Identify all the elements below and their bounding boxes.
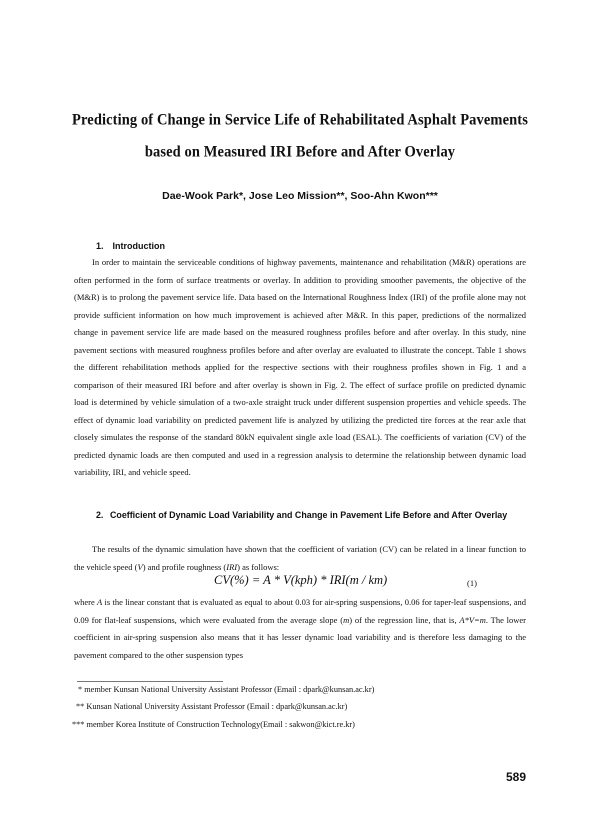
section-1-title: Introduction	[112, 241, 166, 251]
section-2-title: Coefficient of Dynamic Load Variability and Change in Pavement Life Before and After Overlay	[110, 510, 508, 520]
page-number: 589	[506, 770, 527, 784]
symbol-iri: IRI	[226, 561, 238, 572]
footnote-1: * member Kunsan National University Assistant Professor (Email : dpark@kunsan.ac.kr)	[78, 685, 375, 694]
expression-av-m: A*V=m	[459, 614, 486, 625]
paper-title-line-1: Predicting of Change in Service Life of Rehabilitated Asphalt Pavements	[72, 111, 528, 129]
section-1-heading	[96, 241, 165, 251]
section-2-number: 2.	[96, 510, 104, 520]
paper-title-line-2: based on Measured IRI Before and After Overlay	[144, 143, 456, 161]
footnote-2: ** Kunsan National University Assistant Professor (Email : dpark@kunsan.ac.kr)	[76, 702, 348, 711]
author-list: Dae-Wook Park*, Jose Leo Mission**, Soo-Ahn Kwon***	[162, 190, 438, 202]
footnote-3: *** member Korea Institute of Construction Technology(Email : sakwon@kict.re.kr)	[72, 720, 355, 729]
equation-1: CV(%) = A * V(kph) * IRI(m / km)	[214, 573, 388, 587]
section-2-intro-paragraph: The results of the dynamic simulation have shown that the coefficient of variation (CV) can be related in a linear function to the vehicle speed (V) and profile roughness (IRI) as follows:	[74, 544, 526, 572]
equation-1-number: (1)	[467, 578, 477, 588]
section-2-heading	[96, 507, 526, 523]
footnote-divider	[77, 681, 223, 682]
symbol-a: A	[97, 597, 103, 607]
section-2-body-paragraph: where A is the linear constant that is evaluated as equal to about 0.03 for air-spring suspensions, 0.06 for taper-leaf suspensions, and 0.09 for flat-leaf suspensions, which were evaluated from the average slope (m) of the regression line, that is, A*V=m. The lower coefficient in air-spring suspension also means that it has lesser dynamic load variability and is therefore less damaging to the pavement compared to the other suspension types	[74, 597, 527, 660]
section-1-number: 1.	[96, 241, 104, 251]
symbol-v: V	[137, 561, 143, 572]
symbol-m: m	[343, 614, 350, 625]
introduction-paragraph: In order to maintain the serviceable conditions of highway pavements, maintenance and rehabilitation (M&R) operations are often performed in the form of surface treatments or overlay. In addition to providing smoother pavements, the objective of the (M&R) is to prolong the pavement service life. Data based on the International Roughness Index (IRI) of the profile alone may not provide sufficient information on how much improvement is achieved after M&R. In this paper, predictions of the normalized change in pavement service life are made based on the measured roughness profiles before and after overlay. In this study, nine pavement sections with measured roughness profiles before and after overlay are evaluated to illustrate the concept. Table 1 shows the different rehabilitation methods applied for the respective sections with their roughness profiles shown in Fig. 1 and a comparison of their measured IRI before and after overlay is shown in Fig. 2. The effect of surface profile on predicted dynamic load is determined by vehicle simulation of a two-axle straight truck under different suspension properties and vehicle speeds. The effect of dynamic load variability on predicted pavement life is analyzed by utilizing the predicted tire forces at the rear axle that closely simulates the response of the standard 80kN equivalent single axle load (ESAL). The coefficients of variation (CV) of the predicted dynamic loads are then computed and used in a regression analysis to determine the relationship between dynamic load variability, IRI, and vehicle speed.	[74, 257, 526, 477]
